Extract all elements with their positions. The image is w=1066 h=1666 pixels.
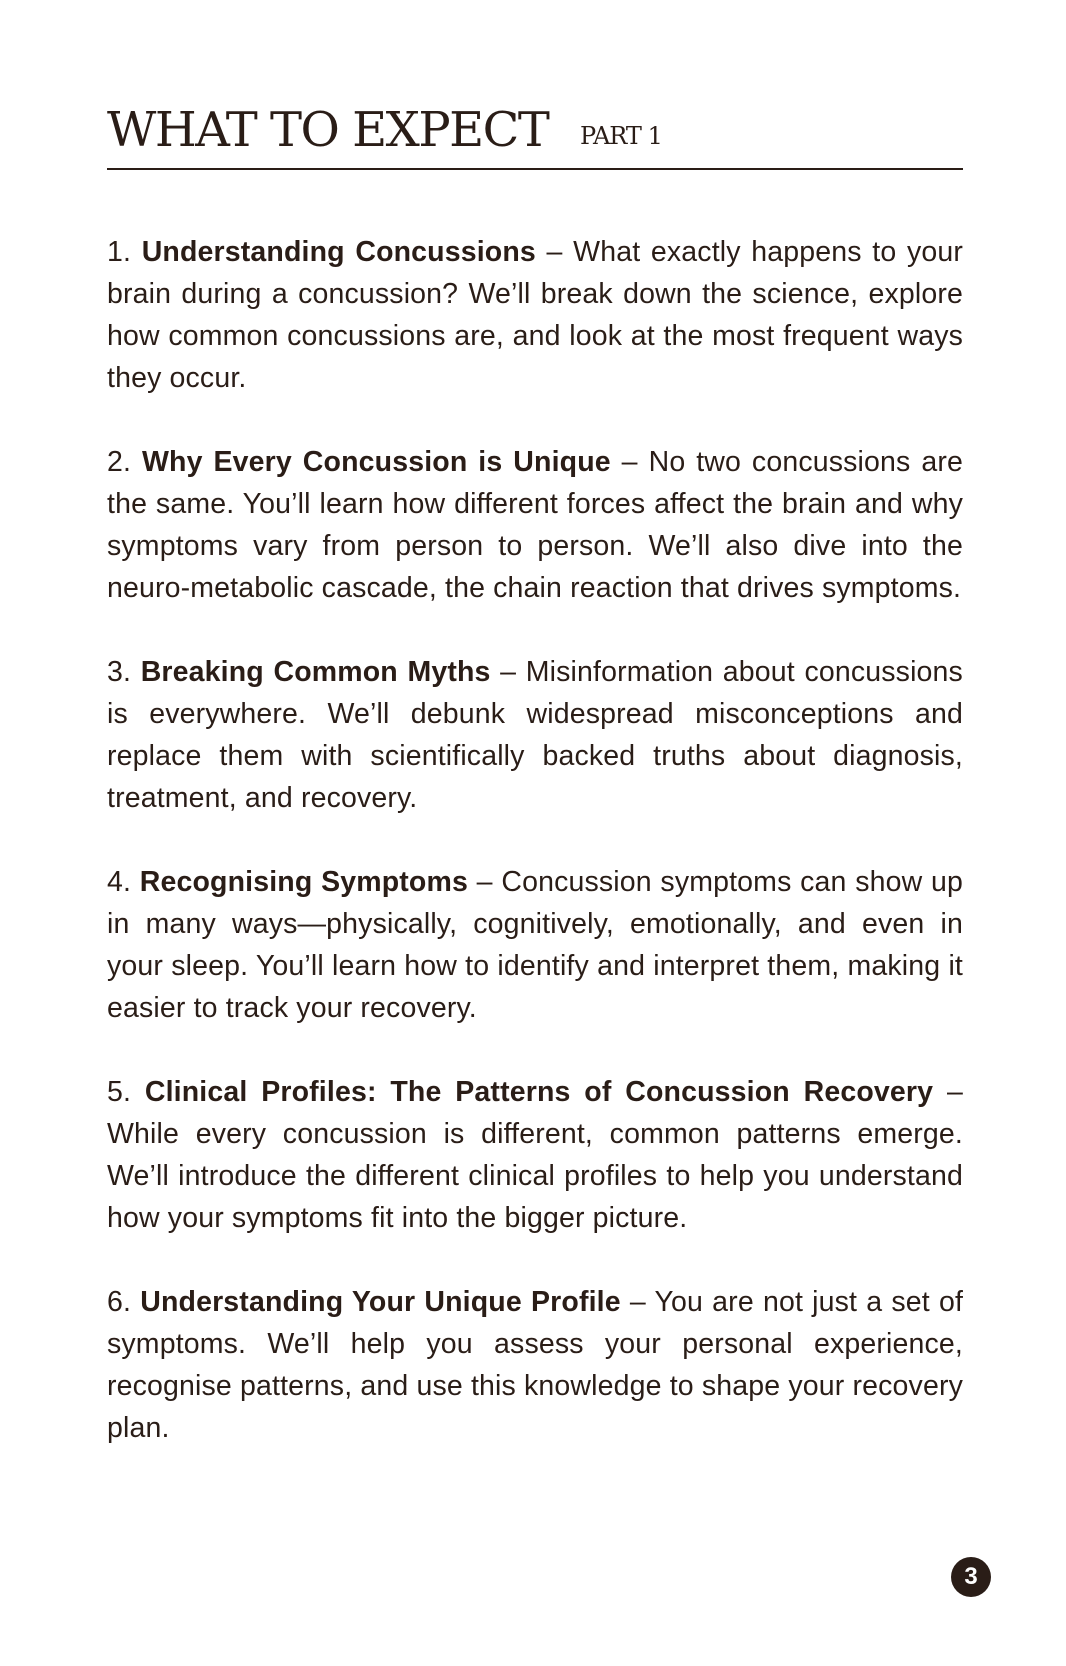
item-number: 3. (107, 656, 132, 688)
item-text: Misinformation about concussions is everywhere. We’ll debunk widespread misconceptions and replace them with scientifically backed truths about diagnosis, treatment, and recovery. (107, 656, 963, 814)
list-item (107, 651, 963, 819)
item-number: 2. (107, 446, 132, 478)
content-list (107, 231, 963, 1491)
page-subtitle: PART 1 (580, 122, 662, 150)
page-number-badge: 3 (951, 1557, 991, 1597)
item-text: No two concussions are the same. You’ll learn how different forces affect the brain and why symptoms vary from person to person. We’ll also dive into the neuro-metabolic cascade, the chain reaction that drives symptoms. (107, 446, 963, 604)
item-title: Understanding Concussions (141, 236, 536, 268)
item-text: Concussion symptoms can show up in many ways—physically, cognitively, emotionally, and even in your sleep. You’ll learn how to identify and interpret them, making it easier to track your recovery. (107, 866, 963, 1024)
item-text: What exactly happens to your brain during a concussion? We’ll break down the science, explore how common concussions are, and look at the most frequent ways they occur. (107, 236, 963, 394)
item-title: Understanding Your Unique Profile (140, 1286, 621, 1318)
item-text: While every concussion is different, common patterns emerge. We’ll introduce the different clinical profiles to help you understand how your symptoms fit into the bigger picture. (107, 1118, 963, 1234)
list-item (107, 441, 963, 609)
list-item (107, 1071, 963, 1239)
item-number: 1. (107, 236, 132, 268)
list-item (107, 1281, 963, 1449)
item-dash: – (946, 1076, 963, 1108)
item-number: 4. (107, 866, 132, 898)
item-title: Why Every Concussion is Unique (141, 446, 611, 478)
item-title: Breaking Common Myths (140, 656, 491, 688)
item-dash: – (621, 446, 638, 478)
page-title: WHAT TO EXPECT (107, 102, 549, 158)
item-number: 5. (107, 1076, 132, 1108)
item-number: 6. (107, 1286, 132, 1318)
item-dash: – (476, 866, 493, 898)
item-dash: – (500, 656, 517, 688)
list-item (107, 231, 963, 399)
item-dash: – (546, 236, 563, 268)
item-dash: – (629, 1286, 646, 1318)
item-text: You are not just a set of symptoms. We’ll help you assess your personal experience, recognise patterns, and use this knowledge to shape your recovery plan. (107, 1286, 964, 1444)
list-item (107, 861, 963, 1029)
item-title: Recognising Symptoms (139, 866, 468, 898)
page-header (107, 98, 963, 170)
item-title: Clinical Profiles: The Patterns of Concussion Recovery (144, 1076, 934, 1108)
